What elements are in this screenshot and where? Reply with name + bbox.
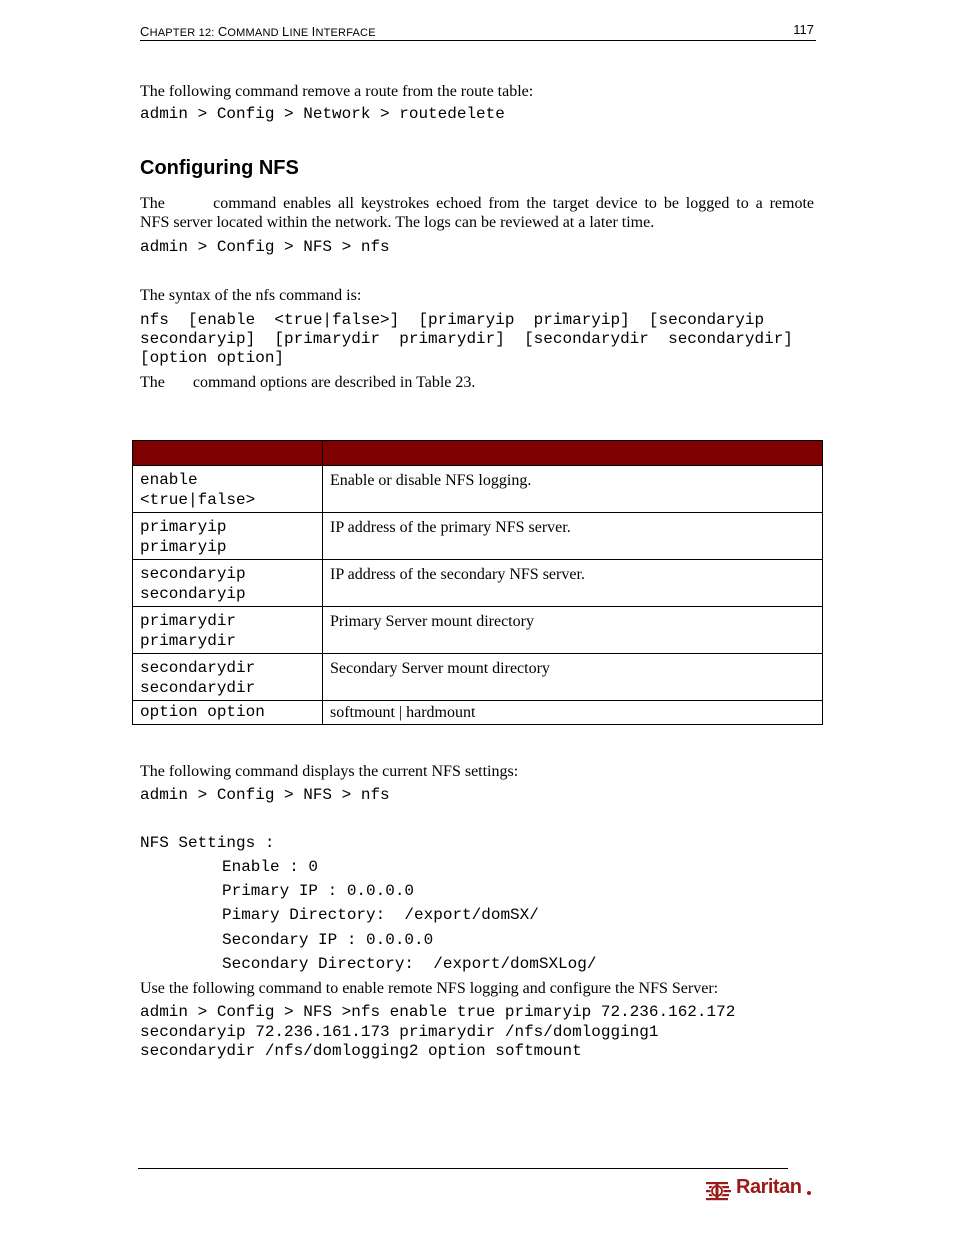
description-cell: Enable or disable NFS logging. xyxy=(323,466,823,513)
setting-primary-ip: Primary IP : 0.0.0.0 xyxy=(222,882,415,900)
settings-title: NFS Settings : xyxy=(140,834,275,852)
table-header-row xyxy=(133,441,823,466)
chapter-title: CHAPTER 12: COMMAND LINE INTERFACE xyxy=(140,24,376,39)
syntax-line-1: nfs [enable <true|false>] [primaryip primaryip] [secondaryip xyxy=(140,311,765,329)
raritan-logo xyxy=(706,1176,814,1206)
section-title: Configuring NFS xyxy=(140,157,299,179)
table-row xyxy=(133,466,823,513)
display-command: admin > Config > NFS > nfs xyxy=(140,786,390,804)
option-cell: secondarydir secondarydir xyxy=(133,654,323,701)
option-cell: enable <true|false> xyxy=(133,466,323,513)
table-row xyxy=(133,560,823,607)
setting-enable: Enable : 0 xyxy=(222,858,319,876)
option-cell: secondaryip secondaryip xyxy=(133,560,323,607)
enable-command-line-1: admin > Config > NFS >nfs enable true primaryip 72.236.162.172 xyxy=(140,1003,736,1021)
description-cell: Secondary Server mount directory xyxy=(323,654,823,701)
option-cell: primarydir primarydir xyxy=(133,607,323,654)
display-text: The following command displays the current NFS settings: xyxy=(140,763,519,780)
enable-text: Use the following command to enable remote NFS logging and configure the NFS Server: xyxy=(140,980,719,997)
table-header-cell xyxy=(133,441,323,466)
enable-command-line-2: secondaryip 72.236.161.173 primarydir /nfs/domlogging1 xyxy=(140,1023,659,1041)
section-para-line2: NFS server located within the network. The logs can be reviewed at a later time. xyxy=(140,214,655,231)
footer-rule xyxy=(138,1168,788,1169)
enable-command-line-3: secondarydir /nfs/domlogging2 option softmount xyxy=(140,1042,582,1060)
logo-text: Raritan xyxy=(736,1176,802,1198)
nfs-command: admin > Config > NFS > nfs xyxy=(140,238,390,256)
description-cell: softmount | hardmount xyxy=(323,701,823,725)
logo-dot xyxy=(807,1191,811,1195)
table-row xyxy=(133,654,823,701)
nfs-options-table xyxy=(132,440,823,725)
raritan-mark-icon xyxy=(706,1179,736,1203)
page-number: 117 xyxy=(793,22,814,37)
table-row xyxy=(133,701,823,725)
table-row xyxy=(133,607,823,654)
intro-text: The following command remove a route from the route table: xyxy=(140,83,534,100)
setting-secondary-ip: Secondary IP : 0.0.0.0 xyxy=(222,931,434,949)
intro-command: admin > Config > Network > routedelete xyxy=(140,105,505,123)
description-cell: Primary Server mount directory xyxy=(323,607,823,654)
table-row xyxy=(133,513,823,560)
page-header xyxy=(140,22,816,41)
options-text: The command options are described in Table 23. xyxy=(140,374,476,391)
description-cell: IP address of the secondary NFS server. xyxy=(323,560,823,607)
section-para-line1: The command enables all keystrokes echoed from the target device to be logged to a remote xyxy=(140,195,814,212)
setting-primary-dir: Pimary Directory: /export/domSX/ xyxy=(222,906,539,924)
syntax-intro: The syntax of the nfs command is: xyxy=(140,287,362,304)
option-cell: primaryip primaryip xyxy=(133,513,323,560)
syntax-line-3: [option option] xyxy=(140,349,285,367)
table-header-cell xyxy=(323,441,823,466)
description-cell: IP address of the primary NFS server. xyxy=(323,513,823,560)
syntax-line-2: secondaryip] [primarydir primarydir] [secondarydir secondarydir] xyxy=(140,330,793,348)
setting-secondary-dir: Secondary Directory: /export/domSXLog/ xyxy=(222,955,597,973)
option-cell: option option xyxy=(133,701,323,725)
